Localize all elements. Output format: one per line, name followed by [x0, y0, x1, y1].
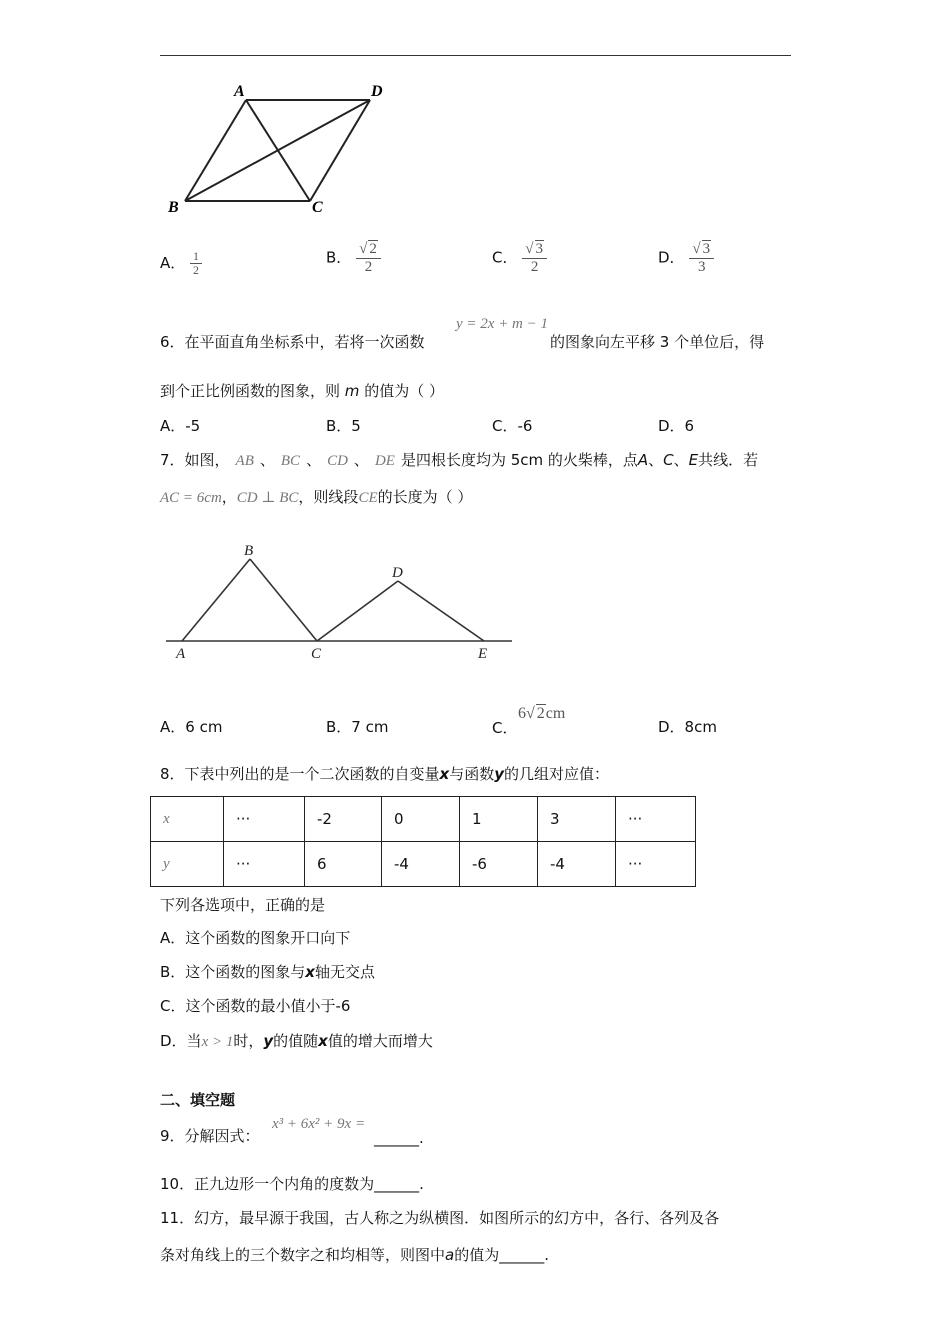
- option-letter: D．: [658, 248, 685, 267]
- fraction: $\frac{√ 2}{2}$: [356, 240, 381, 276]
- q5-option-a[interactable]: [160, 250, 202, 277]
- q6-formula: y = 2x + m − 1: [456, 316, 549, 332]
- vertex-label-b: B: [168, 199, 179, 216]
- table-cell: 6: [305, 842, 382, 887]
- diag-bd: [185, 100, 370, 201]
- q8-prompt: 下列各选项中，正确的是: [160, 896, 326, 914]
- edge-cd: [310, 100, 370, 201]
- table-cell: -6: [460, 842, 538, 887]
- q7-option-d[interactable]: D．8cm: [658, 718, 717, 736]
- vertex-label-a: A: [234, 83, 245, 100]
- point-label-b: B: [244, 543, 254, 559]
- q6-option-d[interactable]: D．6: [658, 417, 695, 435]
- q8-intro: 8．下表中列出的是一个二次函数的自变量x与函数y的几组对应值：: [160, 765, 610, 783]
- stick-bc: [250, 559, 317, 641]
- q6-option-a[interactable]: A．-5: [160, 417, 201, 435]
- table-cell: y: [151, 842, 224, 887]
- q7-option-c-formula[interactable]: 6√ 2cm: [518, 705, 566, 722]
- q6-option-c[interactable]: C．-6: [492, 417, 533, 435]
- table-cell: ···: [224, 797, 305, 842]
- table-cell: ···: [616, 797, 696, 842]
- table-cell: ···: [616, 842, 696, 887]
- stick-de: [398, 581, 484, 641]
- q10-text: 10．正九边形一个内角的度数为______.: [160, 1175, 424, 1193]
- q7-option-b[interactable]: B．7 cm: [326, 718, 389, 736]
- q6-line1: 6．在平面直角坐标系中，若将一次函数: [160, 333, 425, 351]
- point-label-c: C: [311, 646, 322, 662]
- q6-line2: 到个正比例函数的图象，则 m 的值为（ ）: [160, 382, 444, 400]
- q11-line1: 11．幻方，最早源于我国，古人称之为纵横图．如图所示的幻方中，各行、各列及各: [160, 1209, 720, 1227]
- point-label-a: A: [176, 646, 186, 662]
- table-cell: ···: [224, 842, 305, 887]
- matchstick-figure: [160, 536, 520, 666]
- q7-line2: AC = 6cm，CD ⊥ BC，则线段CE的长度为（ ）: [160, 488, 473, 506]
- point-label-e: E: [478, 646, 488, 662]
- vertex-label-d: D: [371, 83, 383, 100]
- option-letter: C．: [492, 248, 518, 267]
- table-cell: -2: [305, 797, 382, 842]
- table-cell: x: [151, 797, 224, 842]
- header-rule: [160, 55, 791, 56]
- fraction: $\frac{1}{2}$: [190, 250, 202, 277]
- table-cell: 3: [538, 797, 616, 842]
- q8-option-a[interactable]: A．这个函数的图象开口向下: [160, 929, 351, 947]
- option-letter: A．: [160, 254, 186, 272]
- q11-line2: 条对角线上的三个数字之和均相等，则图中a的值为______.: [160, 1246, 549, 1264]
- section-heading: 二、填空题: [160, 1091, 236, 1109]
- value-table: [150, 796, 696, 887]
- q6-line1-end: 的图象向左平移 3 个单位后，得: [550, 333, 765, 351]
- q5-option-c[interactable]: [492, 240, 547, 276]
- q8-option-c[interactable]: C．这个函数的最小值小于-6: [160, 997, 351, 1015]
- q8-option-b[interactable]: B．这个函数的图象与x轴无交点: [160, 963, 375, 981]
- q5-option-d[interactable]: [658, 240, 714, 276]
- q8-option-d[interactable]: D．当x > 1时，y的值随x值的增大而增大: [160, 1032, 433, 1050]
- table-cell: 1: [460, 797, 538, 842]
- q6-option-b[interactable]: B．5: [326, 417, 361, 435]
- q9-text: 9．分解因式：: [160, 1127, 260, 1145]
- q7-option-a[interactable]: A．6 cm: [160, 718, 223, 736]
- table-cell: -4: [382, 842, 460, 887]
- rhombus-figure: [160, 78, 400, 218]
- table-cell: -4: [538, 842, 616, 887]
- q7-line1: 7．如图， AB 、 BC 、 CD 、 DE 是四根长度均为 5cm 的火柴棒，点A、C、E共线．若: [160, 451, 759, 469]
- q7-option-c-letter[interactable]: C．: [492, 719, 518, 737]
- table-row: [151, 797, 696, 842]
- q9-blank[interactable]: ______.: [374, 1129, 424, 1147]
- table-cell: 0: [382, 797, 460, 842]
- fraction: $\frac{√ 3}{2}$: [522, 240, 547, 276]
- point-label-d: D: [392, 565, 403, 581]
- q5-option-b[interactable]: [326, 240, 381, 276]
- fraction: $\frac{√ 3}{3}$: [689, 240, 714, 276]
- stick-cd: [317, 581, 398, 641]
- stick-ab: [182, 559, 250, 641]
- q9-formula: x³ + 6x² + 9x =: [272, 1116, 366, 1132]
- vertex-label-c: C: [312, 199, 323, 216]
- option-letter: B．: [326, 248, 352, 267]
- table-row: [151, 842, 696, 887]
- edge-ab: [185, 100, 246, 201]
